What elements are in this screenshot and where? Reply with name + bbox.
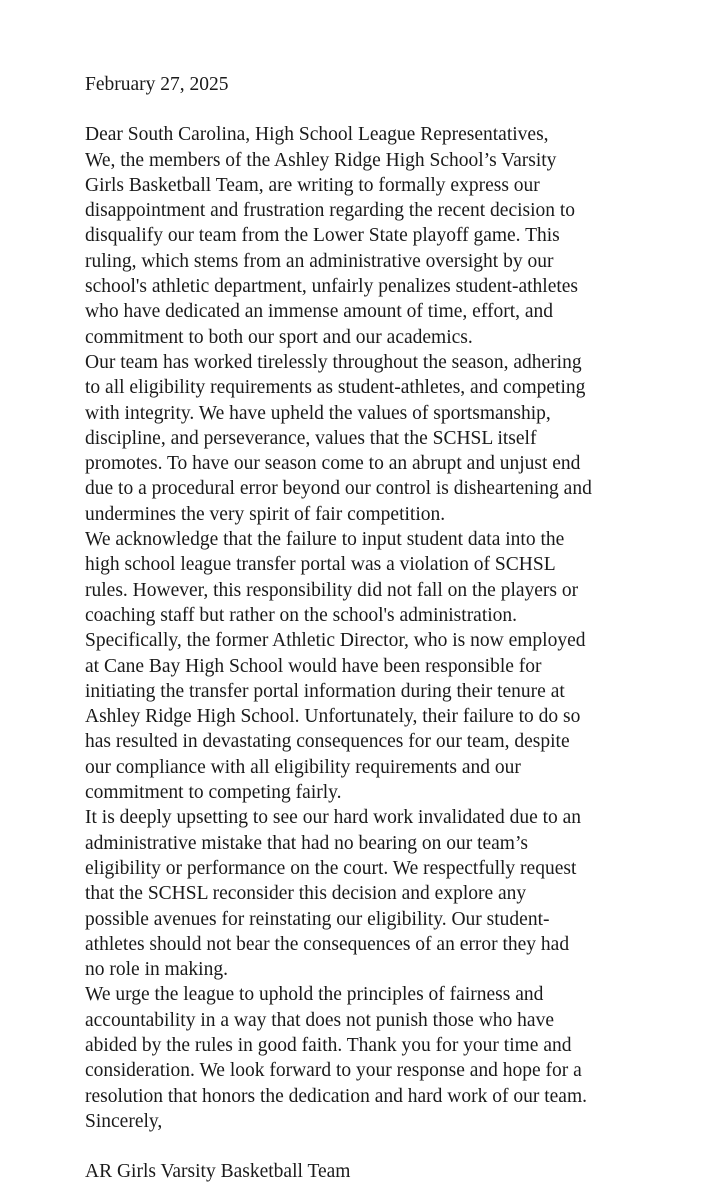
paragraph-line: We, the members of the Ashley Ridge High School’s Varsity [85,149,557,171]
body-paragraph [85,527,685,805]
signature: AR Girls Varsity Basketball Team [85,1161,351,1183]
paragraph-line: rules. However, this responsibility did not fall on the players or [85,579,579,601]
paragraph-line: disqualify our team from the Lower State playoff game. This [85,225,560,247]
paragraph-line: consideration. We look forward to your response and hope for a [85,1060,582,1082]
paragraph-line: eligibility or performance on the court. We respectfully request [85,857,577,879]
paragraph-line: at Cane Bay High School would have been responsible for [85,655,542,677]
letter [85,72,685,1185]
closing: Sincerely, [85,1110,163,1132]
letter-body [85,148,685,1109]
body-paragraph [85,805,685,982]
paragraph-line: commitment to both our sport and our academics. [85,326,473,348]
paragraph-line: to all eligibility requirements as student-athletes, and competing [85,377,586,399]
body-paragraph [85,350,685,527]
signature-gap [85,1134,685,1159]
paragraph-line: athletes should not bear the consequences of an error they had [85,933,570,955]
paragraph-line: discipline, and perseverance, values that the SCHSL itself [85,427,537,449]
paragraph-line: Girls Basketball Team, are writing to formally express our [85,174,540,196]
paragraph-line: resolution that honors the dedication and hard work of our team. [85,1085,587,1107]
paragraph-line: ruling, which stems from an administrative oversight by our [85,250,554,272]
paragraph-line: Specifically, the former Athletic Director, who is now employed [85,630,586,652]
paragraph-line: that the SCHSL reconsider this decision and explore any [85,883,527,905]
paragraph-line: with integrity. We have upheld the values of sportsmanship, [85,402,551,424]
paragraph-line: our compliance with all eligibility requirements and our [85,756,521,778]
salutation: Dear South Carolina, High School League Representatives, [85,124,549,146]
body-paragraph [85,982,685,1108]
paragraph-line: promotes. To have our season come to an abrupt and unjust end [85,453,581,475]
paragraph-line: disappointment and frustration regarding the recent decision to [85,200,576,222]
paragraph-line: Our team has worked tirelessly throughout the season, adhering [85,351,582,373]
paragraph-line: administrative mistake that had no bearing on our team’s [85,832,528,854]
paragraph-line: has resulted in devastating consequences for our team, despite [85,731,570,753]
paragraph-line: It is deeply upsetting to see our hard work invalidated due to an [85,807,582,829]
paragraph-line: abided by the rules in good faith. Thank you for your time and [85,1034,572,1056]
paragraph-line: accountability in a way that does not punish those who have [85,1009,554,1031]
paragraph-line: school's athletic department, unfairly penalizes student-athletes [85,276,579,298]
paragraph-line: coaching staff but rather on the school's administration. [85,604,518,626]
letter-date: February 27, 2025 [85,74,229,95]
paragraph-line: high school league transfer portal was a violation of SCHSL [85,554,556,576]
body-paragraph [85,148,685,350]
paragraph-line: initiating the transfer portal information during their tenure at [85,680,565,702]
paragraph-line: no role in making. [85,959,228,981]
paragraph-line: Ashley Ridge High School. Unfortunately, their failure to do so [85,706,581,728]
paragraph-line: commitment to competing fairly. [85,782,342,804]
paragraph-line: possible avenues for reinstating our eligibility. Our student- [85,908,550,930]
paragraph-line: We acknowledge that the failure to input student data into the [85,529,565,551]
paragraph-line: We urge the league to uphold the principles of fairness and [85,984,544,1006]
paragraph-line: who have dedicated an immense amount of time, effort, and [85,301,554,323]
paragraph-line: undermines the very spirit of fair competition. [85,503,446,525]
paragraph-line: due to a procedural error beyond our control is disheartening and [85,478,592,500]
